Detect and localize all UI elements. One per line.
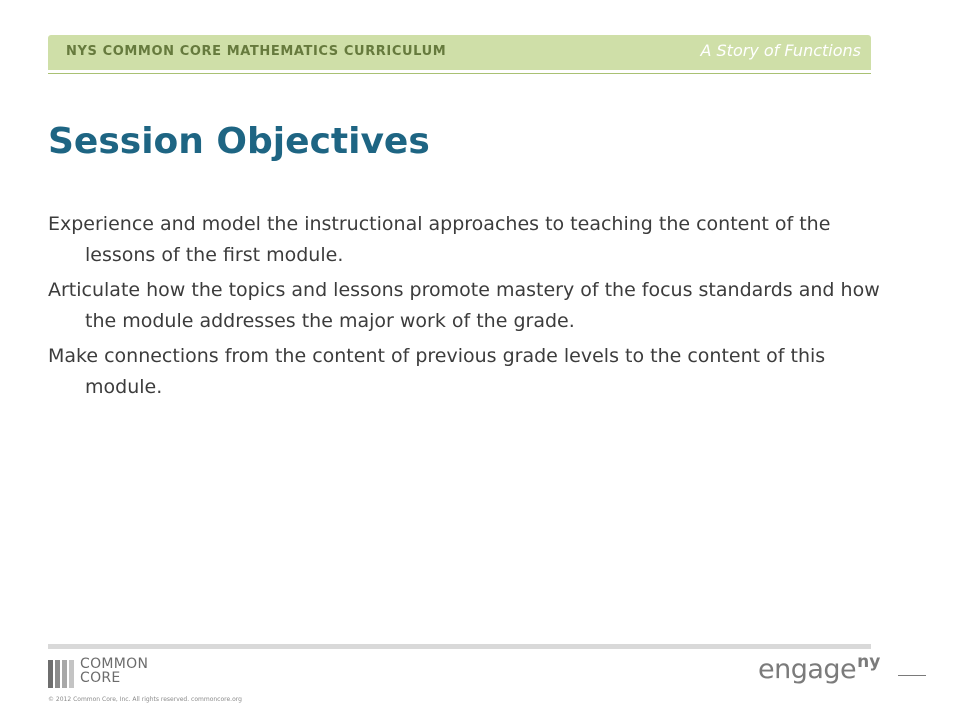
header-divider	[48, 73, 871, 74]
engage-text: engage	[758, 654, 857, 685]
objectives-list	[48, 209, 900, 407]
objective-item: Make connections from the content of previous grade levels to the content of this module.	[48, 345, 826, 398]
story-label: A Story of Functions	[700, 41, 861, 60]
common-core-logo-icon	[48, 660, 76, 688]
page-title: Session Objectives	[48, 121, 430, 162]
logo-line-1: COMMON	[80, 656, 149, 672]
slide-marker	[898, 675, 926, 676]
objective-item: Experience and model the instructional approaches to teaching the content of the lessons of the first module.	[48, 213, 831, 266]
copyright-text: © 2012 Common Core, Inc. All rights reserved. commoncore.org	[48, 696, 242, 703]
logo-line-2: CORE	[80, 670, 121, 686]
common-core-wordmark	[80, 657, 148, 685]
footer-divider	[48, 644, 871, 649]
objective-item: Articulate how the topics and lessons promote mastery of the focus standards and how the module addresses the major work of the grade.	[48, 279, 880, 332]
ny-superscript: ny	[857, 652, 881, 672]
engageny-logo	[758, 654, 880, 685]
curriculum-label: NYS COMMON CORE MATHEMATICS CURRICULUM	[66, 44, 447, 59]
